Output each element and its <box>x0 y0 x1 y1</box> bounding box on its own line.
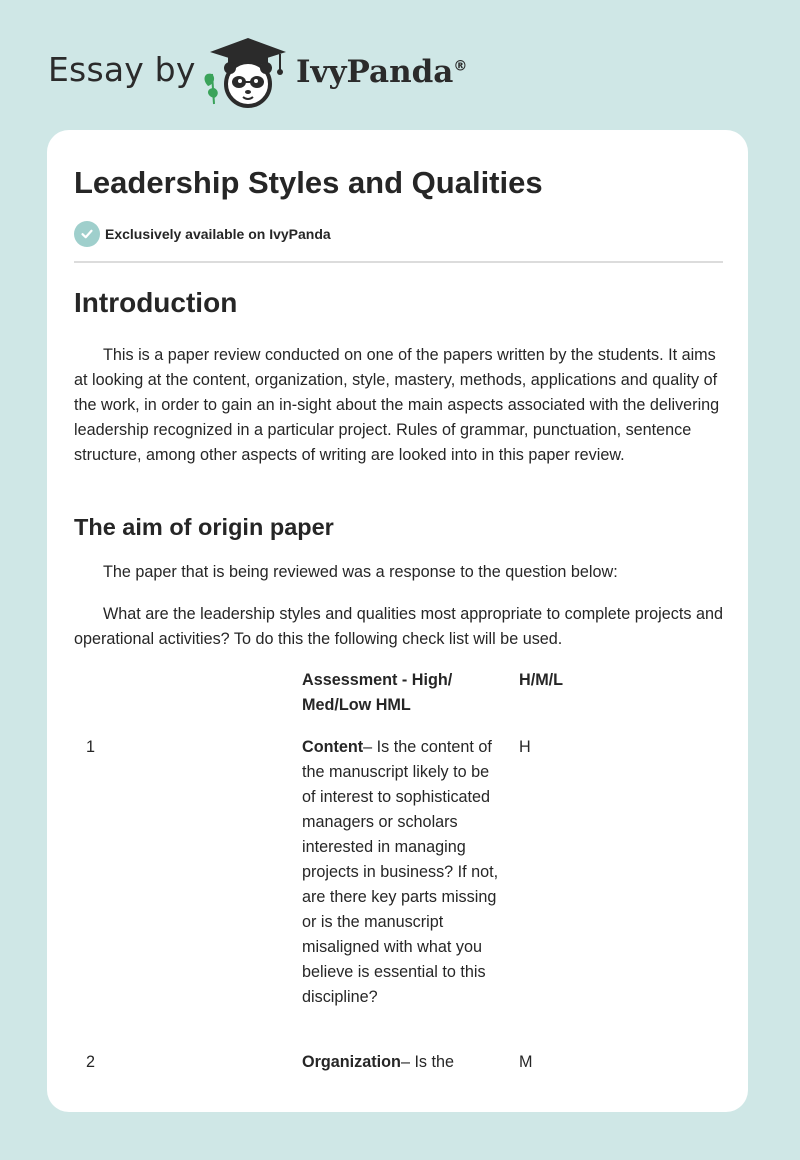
row-number: 2 <box>86 1053 96 1071</box>
section-heading-introduction: Introduction <box>74 287 238 318</box>
row-description <box>302 1050 502 1075</box>
row-grade: H <box>519 738 531 756</box>
row-keyword: Organization <box>302 1053 401 1071</box>
row-text: – Is the <box>400 1053 455 1071</box>
aim-paragraph-2: What are the leadership styles and qualities most appropriate to complete projects and operational activities? To do this the following check list will be used. <box>74 605 723 648</box>
divider <box>74 261 723 263</box>
registered-mark: ® <box>453 58 468 75</box>
article-card <box>47 130 748 1112</box>
brand-header[interactable] <box>48 34 468 110</box>
article-title: Leadership Styles and Qualities <box>74 165 543 200</box>
brand-name: IvyPanda® <box>296 54 468 90</box>
check-circle-icon <box>74 221 100 247</box>
header-assessment: Assessment - High/ Med/Low HML <box>302 671 453 714</box>
row-grade: M <box>519 1053 533 1071</box>
panda-graduate-icon <box>200 34 290 110</box>
aim-paragraph-1: The paper that is being reviewed was a response to the question below: <box>103 563 618 581</box>
exclusive-label: Exclusively available on IvyPanda <box>105 226 331 242</box>
header-grade: H/M/L <box>519 671 564 689</box>
table-header-row <box>74 668 723 735</box>
row-number: 1 <box>86 738 96 756</box>
row-keyword: Content <box>302 738 364 756</box>
row-text: – Is the content of the manuscript likely to be of interest to sophisticated managers or scholars interested in managing projects in business? If not, are there key parts missing or is the manuscript misaligned with what you believe is essential to this discipline? <box>302 738 499 1006</box>
row-description <box>302 735 502 1010</box>
section-heading-aim: The aim of origin paper <box>74 514 334 540</box>
assessment-table <box>74 668 723 1071</box>
brand-prefix: Essay by <box>48 50 196 89</box>
intro-paragraph: This is a paper review conducted on one of the papers written by the students. It aims at looking at the content, organization, style, mastery, methods, applications and quality of the work, in order to gain an in-sight about the main aspects associated with the delivering leadership recognized in a particular project. Rules of grammar, punctuation, sentence structure, among other aspects of writing are looked into in this paper review. <box>74 346 720 464</box>
exclusive-badge <box>74 221 331 247</box>
